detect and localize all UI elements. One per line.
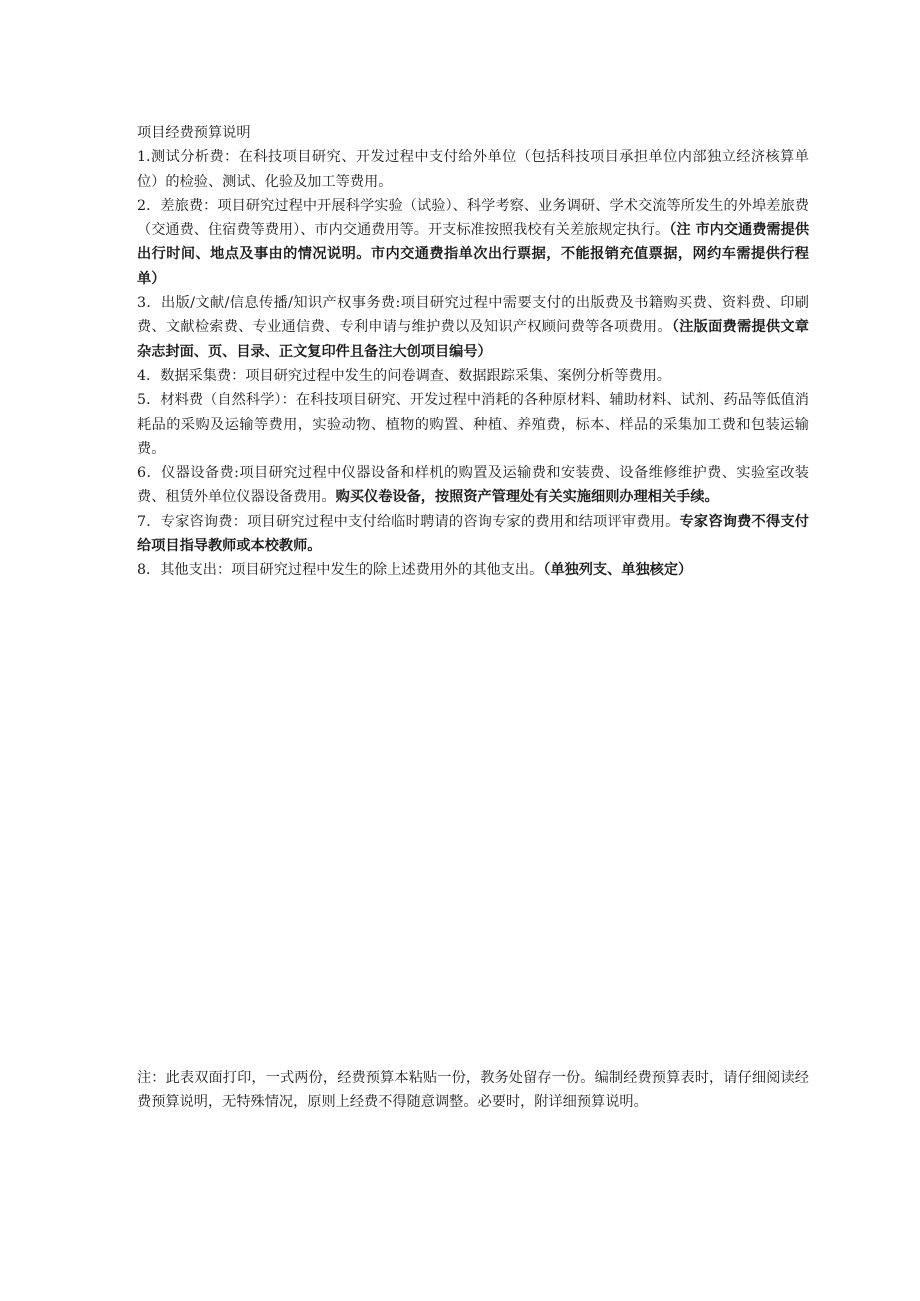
item-testing-fee [137, 145, 809, 194]
item-text: 5．材料费（自然科学）：在科技项目研究、开发过程中消耗的各种原材料、辅助材料、试剂、药品等低值消耗品的采购及运输等费用，实验动物、植物的购置、种植、养殖费，标本、样品的采集加工费和包装运输费。 [137, 392, 809, 457]
item-emphasis: （注 市内交通费需提供出行时间、地点及事由的情况说明。市内交通费指单次出行票据，不能报销充值票据，网约车需提供行程单） [137, 222, 810, 287]
item-other-expenses [137, 558, 809, 582]
item-text: 1.测试分析费：在科技项目研究、开发过程中支付给外单位（包括科技项目承担单位内部独立经济核算单位）的检验、测试、化验及加工等费用。 [137, 149, 809, 190]
item-text: 3．出版/文献/信息传播/知识产权事务费:项目研究过程中需要支付的出版费及书籍购买费、资料费、印刷费、文献检索费、专业通信费、专利申请与维护费以及知识产权顾问费等各项费用。 [137, 295, 809, 336]
item-text: 8．其他支出：项目研究过程中发生的除上述费用外的其他支出。 [137, 562, 544, 579]
item-expert-fee [137, 510, 809, 559]
item-publication-fee [137, 291, 809, 364]
item-text: 6．仪器设备费:项目研究过程中仪器设备和样机的购置及运输费和安装费、设备维修维护费、实验室改装费、租赁外单位仪器设备费用。 [137, 465, 809, 506]
item-materials-fee [137, 388, 809, 461]
item-equipment-fee [137, 461, 809, 510]
document-title: 项目经费预算说明 [137, 125, 251, 141]
item-emphasis: （注版面费需提供文章杂志封面、页、目录、正文复印件且备注大创项目编号） [137, 319, 809, 360]
footer-note-text: 注：此表双面打印，一式两份，经费预算本粘贴一份，教务处留存一份。编制经费预算表时，请仔细阅读经费预算说明，无特殊情况，原则上经费不得随意调整。必要时，附详细预算说明。 [137, 1070, 809, 1111]
item-text: 7．专家咨询费：项目研究过程中支付给临时聘请的咨询专家的费用和结项评审费用。 [137, 513, 680, 530]
item-emphasis: 专家咨询费不得支付给项目指导教师或本校教师。 [137, 513, 809, 555]
item-emphasis: （单独列支、单独核定） [543, 562, 693, 579]
item-text: 4．数据采集费：项目研究过程中发生的问卷调查、数据跟踪采集、案例分析等费用。 [137, 367, 671, 384]
item-emphasis: 购买仪卷设备，按照资产管理处有关实施细则办理相关手续。 [335, 489, 719, 506]
footer-note [137, 1066, 809, 1115]
item-data-collection-fee [137, 364, 809, 388]
item-travel-fee [137, 194, 809, 291]
budget-explanation [137, 121, 809, 583]
item-text: 2．差旅费：项目研究过程中开展科学实验（试验）、科学考察、业务调研、学术交流等所发生的外埠差旅费（交通费、住宿费等费用）、市内交通费用等。开支标准按照我校有关差旅规定执行。 [137, 197, 809, 239]
